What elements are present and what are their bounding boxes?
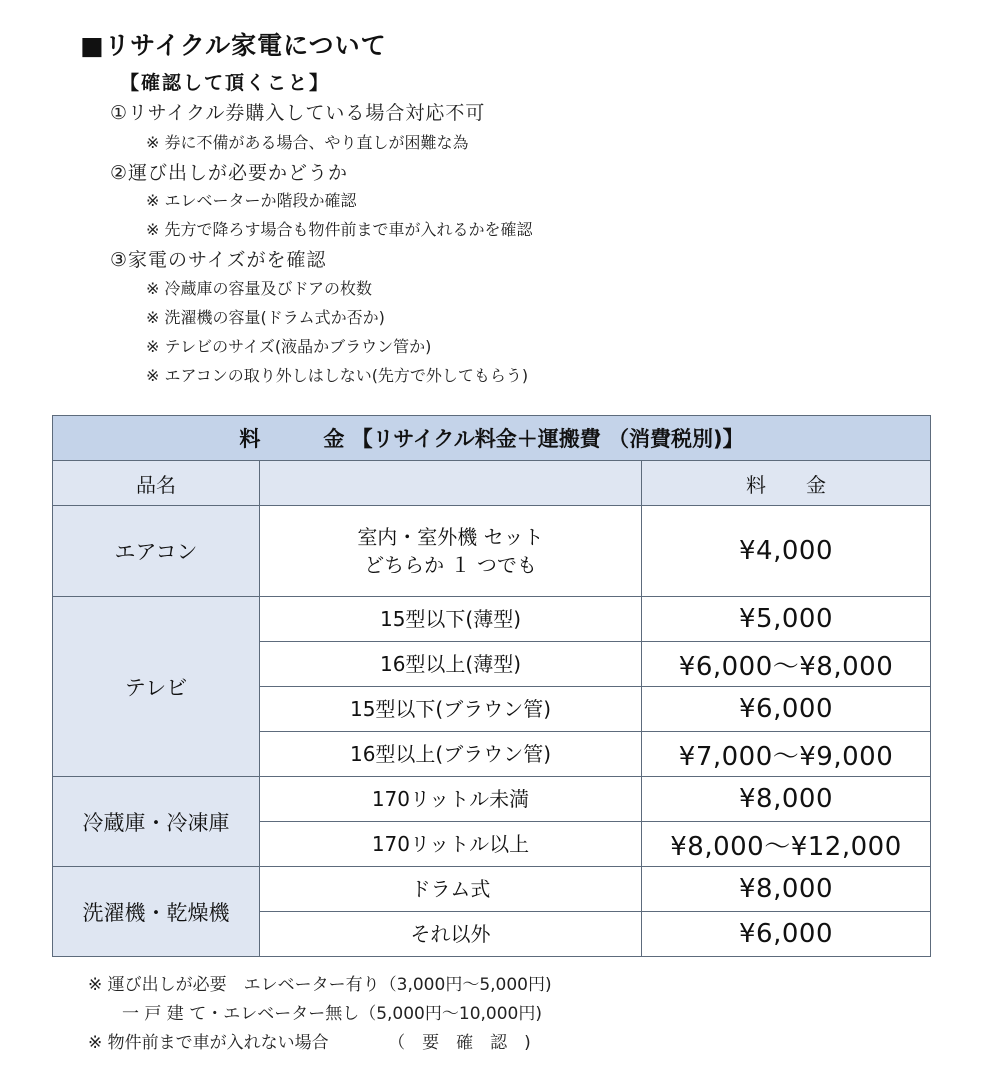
note-sub-3-1: ※ 冷蔵庫の容量及びドアの枚数 xyxy=(146,279,373,298)
note-item-1: ①リサイクル券購入している場合対応不可 xyxy=(110,102,486,124)
fee-washer-1: ¥8,000 xyxy=(642,867,931,912)
notes-heading: 【確認して頂くこと】 xyxy=(120,72,331,94)
desc-tv-1: 15型以下(薄型) xyxy=(260,597,642,642)
category-tv: テレビ xyxy=(53,597,260,777)
desc-tv-4: 16型以上(ブラウン管) xyxy=(260,732,642,777)
desc-tv-2: 16型以上(薄型) xyxy=(260,642,642,687)
category-aircon: エアコン xyxy=(53,506,260,597)
category-fridge: 冷蔵庫・冷凍庫 xyxy=(53,777,260,867)
fee-tv-1: ¥5,000 xyxy=(642,597,931,642)
footnote-2: 一 戸 建 て・エレベーター無し（5,000円～10,000円) xyxy=(88,1004,542,1024)
note-sub-1-1: ※ 券に不備がある場合、やり直しが困難な為 xyxy=(146,133,469,152)
desc-aircon-set: 室内・室外機 セット どちらか １ つでも xyxy=(260,506,642,597)
note-sub-2-2: ※ 先方で降ろす場合も物件前まで車が入れるかを確認 xyxy=(146,220,533,239)
note-item-2: ②運び出しが必要かどうか xyxy=(110,162,349,184)
column-header-blank xyxy=(260,461,642,506)
fee-fridge-1: ¥8,000 xyxy=(642,777,931,822)
footnote-1: ※ 運び出しが必要 エレベーター有り（3,000円～5,000円) xyxy=(88,975,552,995)
footnote-3: ※ 物件前まで車が入れない場合 （ 要 確 認 ) xyxy=(88,1033,531,1053)
note-sub-3-4: ※ エアコンの取り外しはしない(先方で外してもらう) xyxy=(146,366,529,385)
note-sub-2-1: ※ エレベーターか階段か確認 xyxy=(146,191,357,210)
note-sub-3-3: ※ テレビのサイズ(液晶かブラウン管か) xyxy=(146,337,432,356)
fee-tv-2: ¥6,000～¥8,000 xyxy=(642,642,931,687)
fee-fridge-2: ¥8,000～¥12,000 xyxy=(642,822,931,867)
note-item-3: ③家電のサイズがを確認 xyxy=(110,249,327,271)
note-sub-3-2: ※ 洗濯機の容量(ドラム式か否か) xyxy=(146,308,385,327)
fee-aircon-set: ¥4,000 xyxy=(642,506,931,597)
desc-fridge-1: 170リットル未満 xyxy=(260,777,642,822)
desc-tv-3: 15型以下(ブラウン管) xyxy=(260,687,642,732)
desc-washer-2: それ以外 xyxy=(260,912,642,957)
price-table-title: 料 金 【リサイクル料金＋運搬費 （消費税別)】 xyxy=(53,416,931,461)
desc-fridge-2: 170リットル以上 xyxy=(260,822,642,867)
page-title: ■リサイクル家電について xyxy=(80,31,387,60)
fee-washer-2: ¥6,000 xyxy=(642,912,931,957)
price-table xyxy=(52,415,931,957)
fee-tv-3: ¥6,000 xyxy=(642,687,931,732)
category-washer: 洗濯機・乾燥機 xyxy=(53,867,260,957)
fee-tv-4: ¥7,000～¥9,000 xyxy=(642,732,931,777)
column-header-item: 品名 xyxy=(53,461,260,506)
desc-washer-1: ドラム式 xyxy=(260,867,642,912)
column-header-fee: 料 金 xyxy=(642,461,931,506)
